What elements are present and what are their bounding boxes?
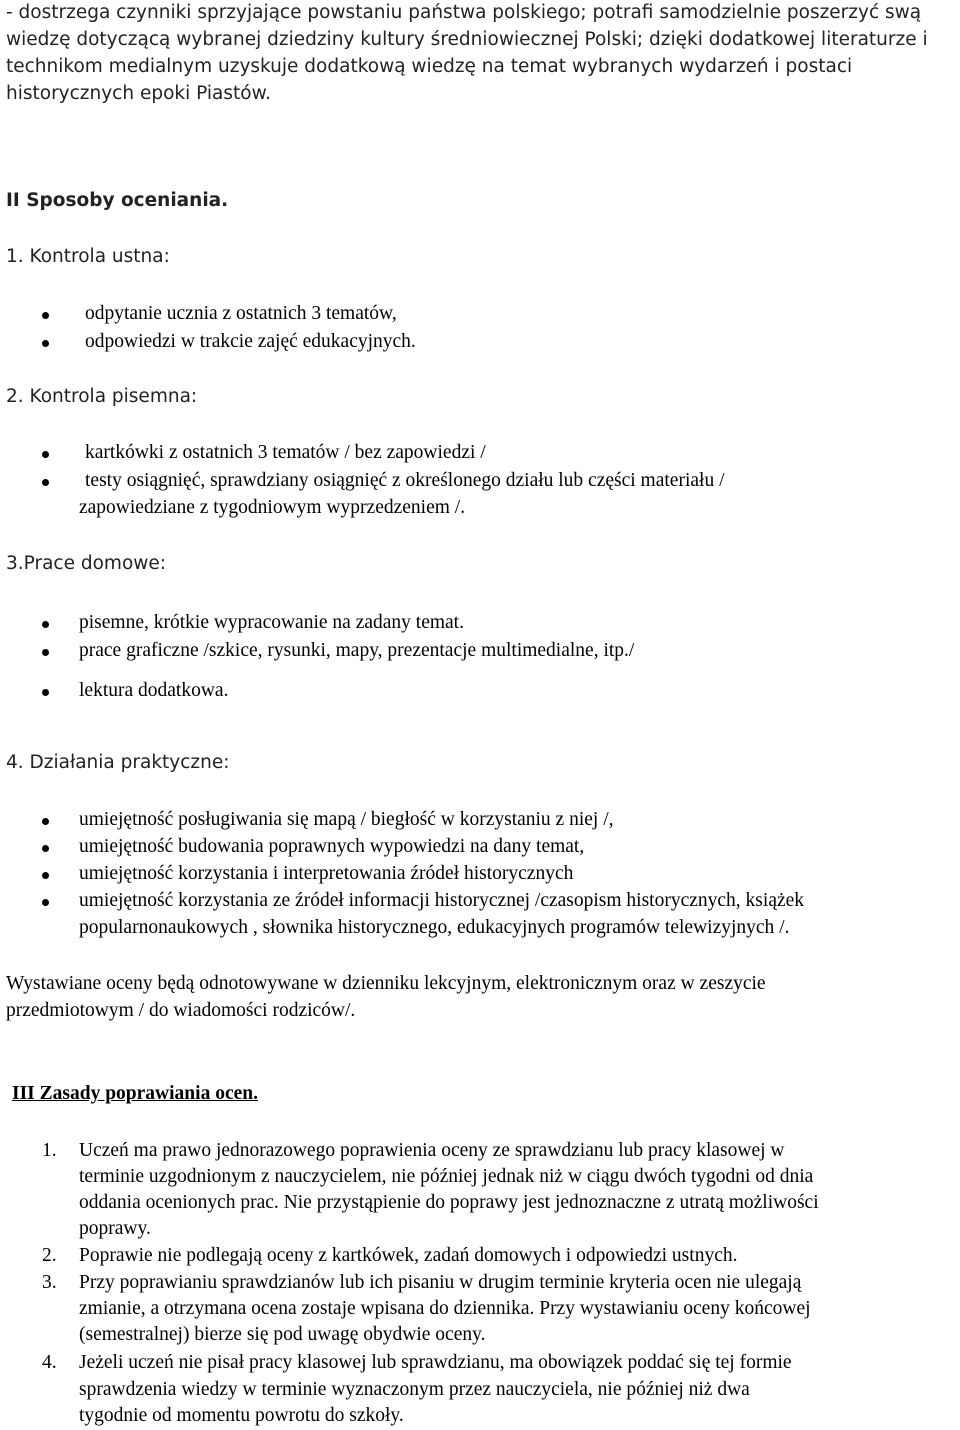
bullet-icon: [42, 872, 49, 879]
rule-4-line-3: tygodnie od momentu powrotu do szkoły.: [79, 1405, 404, 1426]
section-3-heading: III Zasady poprawiania ocen.: [12, 1083, 258, 1104]
intro-line-1: - dostrzega czynniki sprzyjające powstaniu państwa polskiego; potrafi samodzielnie poszerzyć swą: [6, 2, 922, 23]
rule-4-line-2: sprawdzenia wiedzy w terminie wyznaczonym przez nauczyciela, nie później niż dwa: [79, 1379, 750, 1400]
rule-number-4: 4.: [42, 1352, 57, 1373]
s3-item-3: lektura dodatkowa.: [79, 680, 229, 701]
bullet-icon: [42, 818, 49, 825]
s1-item-2: odpowiedzi w trakcie zajęć edukacyjnych.: [85, 331, 416, 352]
rule-3-line-1: Przy poprawianiu sprawdzianów lub ich pisaniu w drugim terminie kryteria ocen nie ulegają: [79, 1272, 802, 1293]
s2-item-2-line-1: testy osiągnięć, sprawdziany osiągnięć z określonego działu lub części materiału /: [85, 470, 725, 491]
bullet-icon: [42, 845, 49, 852]
section-2-heading: II Sposoby oceniania.: [6, 190, 229, 211]
rule-number-3: 3.: [42, 1272, 57, 1293]
bullet-icon: [42, 479, 49, 486]
s3-item-2: prace graficzne /szkice, rysunki, mapy, prezentacje multimedialne, itp./: [79, 640, 635, 661]
s3-title: 3.Prace domowe:: [6, 553, 167, 574]
s4-title: 4. Działania praktyczne:: [6, 752, 230, 773]
intro-line-4: historycznych epoki Piastów.: [6, 83, 271, 104]
rule-1-line-3: oddania ocenionych prac. Nie przystąpienie do poprawy jest jednoznaczne z utratą możliwości: [79, 1192, 819, 1213]
s4-item-4-line-1: umiejętność korzystania ze źródeł informacji historycznej /czasopism historycznych, książek: [79, 890, 805, 911]
intro-line-2: wiedzę dotyczącą wybranej dziedziny kultury średniowiecznej Polski; dzięki dodatkowej literaturze i: [6, 29, 928, 50]
intro-line-3: technikom medialnym uzyskuje dodatkową wiedzę na temat wybranych wydarzeń i postaci: [6, 56, 853, 77]
note-line-1: Wystawiane oceny będą odnotowywane w dzienniku lekcyjnym, elektronicznym oraz w zeszycie: [6, 973, 766, 994]
rule-number-1: 1.: [42, 1140, 57, 1161]
bullet-icon: [42, 451, 49, 458]
rule-2-line-1: Poprawie nie podlegają oceny z kartkówek, zadań domowych i odpowiedzi ustnych.: [79, 1245, 738, 1266]
bullet-icon: [42, 621, 49, 628]
s2-item-2-line-2: zapowiedziane z tygodniowym wyprzedzeniem /.: [79, 497, 466, 518]
rule-3-line-3: (semestralnej) bierze się pod uwagę obydwie oceny.: [79, 1324, 486, 1345]
rule-3-line-2: zmianie, a otrzymana ocena zostaje wpisana do dziennika. Przy wystawianiu oceny końcowej: [79, 1298, 811, 1319]
note-line-2: przedmiotowym / do wiadomości rodziców/.: [6, 1000, 356, 1021]
s2-title: 2. Kontrola pisemna:: [6, 386, 198, 407]
bullet-icon: [42, 312, 49, 319]
s2-item-1: kartkówki z ostatnich 3 tematów / bez zapowiedzi /: [85, 442, 486, 463]
rule-1-line-1: Uczeń ma prawo jednorazowego poprawienia oceny ze sprawdzianu lub pracy klasowej w: [79, 1140, 785, 1161]
bullet-icon: [42, 649, 49, 656]
rule-4-line-1: Jeżeli uczeń nie pisał pracy klasowej lub sprawdzianu, ma obowiązek poddać się tej formie: [79, 1352, 792, 1373]
s4-item-4-line-2: popularnonaukowych , słownika historycznego, edukacyjnych programów telewizyjnych /.: [79, 917, 790, 938]
bullet-icon: [42, 899, 49, 906]
s4-item-2: umiejętność budowania poprawnych wypowiedzi na dany temat,: [79, 836, 585, 857]
s4-item-3: umiejętność korzystania i interpretowania źródeł historycznych: [79, 863, 574, 884]
rule-1-line-4: poprawy.: [79, 1218, 151, 1239]
s3-item-1: pisemne, krótkie wypracowanie na zadany temat.: [79, 612, 464, 633]
s1-item-1: odpytanie ucznia z ostatnich 3 tematów,: [85, 303, 397, 324]
s1-title: 1. Kontrola ustna:: [6, 246, 170, 267]
rule-number-2: 2.: [42, 1245, 57, 1266]
rule-1-line-2: terminie uzgodnionym z nauczycielem, nie później jednak niż w ciągu dwóch tygodni od dnia: [79, 1166, 814, 1187]
bullet-icon: [42, 340, 49, 347]
bullet-icon: [42, 689, 49, 696]
s4-item-1: umiejętność posługiwania się mapą / biegłość w korzystaniu z niej /,: [79, 809, 614, 830]
